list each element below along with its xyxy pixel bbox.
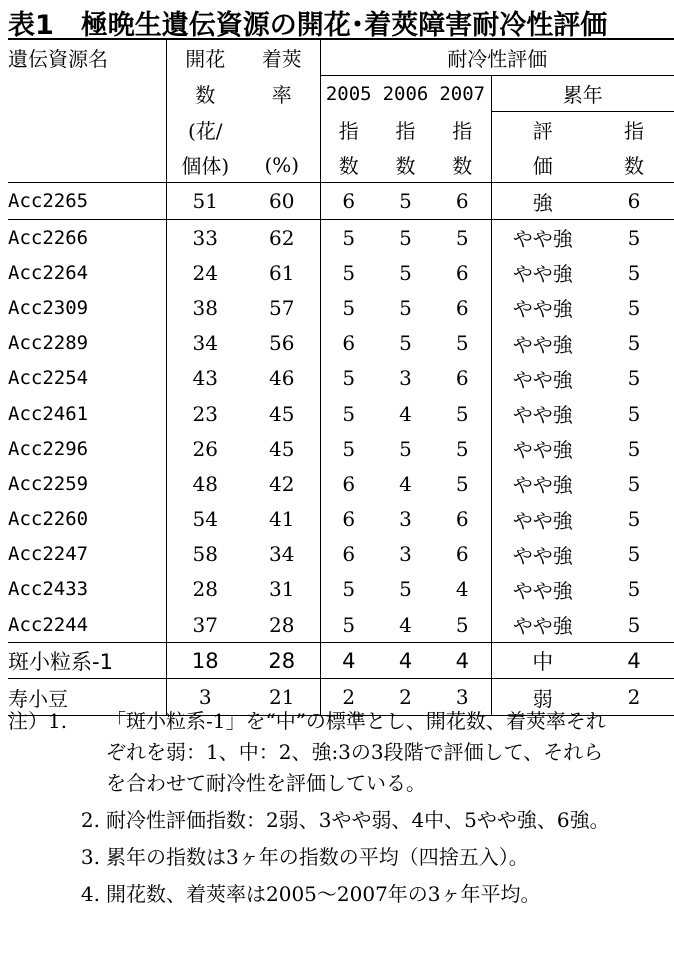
- header-index-word-1: 指: [320, 112, 377, 148]
- cell-y2005: 5: [320, 290, 377, 325]
- cell-y2005: 5: [320, 361, 377, 396]
- cell-index: 5: [627, 577, 641, 602]
- cell-flowers: 38: [166, 290, 244, 325]
- cell-y2006: 3: [399, 366, 412, 391]
- cell-y2007: 3: [434, 679, 491, 715]
- cell-y2007: 5: [455, 471, 469, 496]
- cell-y2006: 2: [377, 679, 434, 715]
- note-item: [8, 706, 620, 799]
- cell-flowers: 51: [166, 183, 244, 220]
- cell-y2006: 5: [399, 260, 412, 285]
- header-flowers-3: (花/: [166, 112, 244, 148]
- cell-name: Acc2247: [8, 543, 89, 566]
- cell-pod-rate: 61: [269, 260, 295, 285]
- cell-pod-rate: 46: [269, 366, 295, 391]
- cell-index: 5: [627, 542, 641, 567]
- cell-y2005: 6: [320, 466, 377, 501]
- note-marker: 注）1.: [8, 709, 68, 733]
- cell-name: 寿小豆: [8, 679, 166, 715]
- note-marker: 3.: [80, 845, 100, 869]
- cell-index: 2: [594, 679, 674, 715]
- cell-name: Acc2433: [8, 578, 89, 601]
- cell-evaluation: 強: [491, 183, 594, 220]
- cell-index: 5: [627, 401, 641, 426]
- cell-flowers: 48: [166, 466, 244, 501]
- cell-flowers: 23: [166, 396, 244, 431]
- cell-y2007: 4: [434, 643, 491, 679]
- header-index-word-1: 指: [624, 119, 645, 143]
- cell-name: Acc2289: [8, 332, 89, 355]
- cell-flowers: 24: [166, 255, 244, 290]
- cell-flowers: 37: [166, 607, 244, 643]
- cell-y2007: 6: [455, 260, 469, 285]
- table-row: [8, 290, 674, 325]
- cell-flowers: 34: [166, 326, 244, 361]
- cell-flowers: 26: [166, 431, 244, 466]
- table-row: [8, 572, 674, 607]
- header-year-2006: 2006: [382, 82, 429, 105]
- cell-index: 6: [594, 183, 674, 220]
- cell-evaluation: やや強: [491, 607, 594, 643]
- header-pod-rate-2: 率: [271, 83, 292, 107]
- cell-y2007: 6: [455, 542, 469, 567]
- header-flowers-1: 開花: [166, 39, 244, 76]
- cell-y2005: 6: [320, 502, 377, 537]
- cell-name: Acc2259: [8, 472, 89, 495]
- cell-y2005: 6: [320, 326, 377, 361]
- header-cumulative: 累年: [491, 76, 674, 112]
- cell-y2007: 5: [455, 436, 469, 461]
- cell-y2006: 4: [399, 471, 412, 496]
- table-footer-rows: [8, 643, 674, 715]
- table-row: [8, 220, 674, 256]
- cell-pod-rate: 56: [269, 331, 295, 356]
- cell-pod-rate: 60: [244, 183, 320, 220]
- cell-y2007: 6: [455, 507, 469, 532]
- cell-name: Acc2260: [8, 508, 89, 531]
- cell-name: Acc2264: [8, 261, 89, 284]
- cell-index: 4: [594, 643, 674, 679]
- cell-pod-rate: 28: [244, 643, 320, 679]
- header-index-word-1: 指: [395, 118, 416, 143]
- header-cold-tolerance: 耐冷性評価: [320, 39, 674, 76]
- table-row: [8, 326, 674, 361]
- table-row: [8, 361, 674, 396]
- cell-evaluation: やや強: [491, 361, 594, 396]
- cell-name: 斑小粒系-1: [8, 643, 166, 679]
- cell-pod-rate: 45: [269, 401, 295, 426]
- table-row: [8, 183, 674, 220]
- cell-name: Acc2296: [8, 437, 89, 460]
- cell-index: 5: [627, 471, 641, 496]
- cell-flowers: 3: [166, 679, 244, 715]
- cell-y2006: 5: [377, 183, 434, 220]
- cell-y2005: 5: [320, 255, 377, 290]
- cell-y2006: 4: [399, 612, 412, 637]
- cell-y2005: 2: [320, 679, 377, 715]
- cell-index: 5: [627, 612, 641, 637]
- cell-y2005: 4: [320, 643, 377, 679]
- cell-y2006: 3: [399, 542, 412, 567]
- cold-tolerance-table: [8, 38, 674, 716]
- cell-y2007: 5: [455, 612, 469, 637]
- cell-index: 5: [627, 260, 641, 285]
- cell-index: 5: [627, 225, 641, 250]
- cell-pod-rate: 62: [269, 225, 295, 250]
- cell-y2006: 5: [399, 295, 412, 320]
- cell-index: 5: [627, 331, 641, 356]
- cell-evaluation: やや強: [491, 290, 594, 325]
- cell-pod-rate: 45: [269, 436, 295, 461]
- note-marker: 2.: [80, 808, 100, 832]
- cell-y2005: 5: [320, 607, 377, 643]
- notes: [8, 706, 620, 910]
- cell-pod-rate: 21: [244, 679, 320, 715]
- cell-y2007: 4: [455, 577, 469, 602]
- cell-y2007: 6: [455, 366, 469, 391]
- cell-y2007: 5: [455, 225, 469, 250]
- cell-flowers: 33: [166, 220, 244, 256]
- table-header: [8, 39, 674, 183]
- table-row: [8, 502, 674, 537]
- cell-name: Acc2309: [8, 296, 89, 319]
- cell-y2005: 5: [320, 572, 377, 607]
- cell-y2005: 5: [320, 396, 377, 431]
- cell-index: 5: [627, 436, 641, 461]
- cell-y2006: 4: [377, 643, 434, 679]
- table-row: [8, 607, 674, 643]
- header-year-2005: 2005: [320, 76, 377, 112]
- note-item: [8, 879, 620, 910]
- cell-evaluation: やや強: [491, 326, 594, 361]
- cell-index: 5: [627, 366, 641, 391]
- cell-evaluation: やや強: [491, 396, 594, 431]
- header-index-word-2: 数: [320, 147, 377, 183]
- cell-evaluation: 中: [491, 643, 594, 679]
- cell-pod-rate: 57: [269, 295, 295, 320]
- cell-evaluation: やや強: [491, 502, 594, 537]
- header-evaluation-word-2: 価: [491, 147, 594, 183]
- cell-index: 5: [627, 507, 641, 532]
- cell-name: Acc2266: [8, 226, 89, 249]
- note-item: [8, 805, 620, 836]
- note-text: 累年の指数は3ヶ年の指数の平均（四捨五入）。: [106, 845, 529, 869]
- cell-flowers: 54: [166, 502, 244, 537]
- cell-name: Acc2244: [8, 613, 89, 636]
- cell-y2005: 5: [320, 220, 377, 256]
- header-evaluation-word-1: 評: [491, 112, 594, 148]
- cell-index: 5: [627, 295, 641, 320]
- note-item: [8, 842, 620, 873]
- cell-evaluation: 弱: [491, 679, 594, 715]
- note-text: 耐冷性評価指数：2弱、3やや弱、4中、5やや強、6強。: [106, 808, 610, 832]
- table-row: [8, 396, 674, 431]
- cell-pod-rate: 42: [269, 471, 295, 496]
- note-text: 開花数、着莢率は2005～2007年の3ヶ年平均。: [106, 882, 541, 906]
- cell-flowers: 18: [166, 643, 244, 679]
- cell-y2006: 5: [399, 331, 412, 356]
- header-resource-name: 遺伝資源名: [8, 39, 166, 76]
- cell-flowers: 28: [166, 572, 244, 607]
- header-pod-rate-1: 着莢: [244, 39, 320, 76]
- table-title: 表1 極晩生遺伝資源の開花･着莢障害耐冷性評価: [8, 10, 608, 41]
- note-marker: 4.: [80, 882, 100, 906]
- cell-y2006: 5: [399, 225, 412, 250]
- cell-y2006: 4: [399, 401, 412, 426]
- header-pod-rate-3: [244, 112, 320, 148]
- cell-name: Acc2461: [8, 402, 89, 425]
- cell-y2006: 3: [399, 507, 412, 532]
- table-row-standard: [8, 643, 674, 679]
- table-row: [8, 466, 674, 501]
- note-text: 「斑小粒系-1」を“中”の標準とし、開花数、着莢率それぞれを弱：1、中：2、強:3の3段階で評価して、それらを合わせて耐冷性を評価している。: [106, 709, 606, 795]
- cell-y2005: 6: [320, 537, 377, 572]
- table-row: [8, 537, 674, 572]
- header-index-word-2: 数: [594, 147, 674, 183]
- cell-name: Acc2254: [8, 367, 89, 390]
- cell-evaluation: やや強: [491, 466, 594, 501]
- cell-y2007: 6: [434, 183, 491, 220]
- cell-pod-rate: 34: [269, 542, 295, 567]
- header-index-word-2: 数: [434, 147, 491, 183]
- cell-y2005: 6: [320, 183, 377, 220]
- cell-y2006: 5: [399, 577, 412, 602]
- header-pod-rate-4: (%): [244, 147, 320, 183]
- cell-name: Acc2265: [8, 183, 166, 220]
- header-index-word-2: 数: [377, 147, 434, 183]
- cell-pod-rate: 28: [269, 612, 295, 637]
- cell-evaluation: やや強: [491, 431, 594, 466]
- cell-pod-rate: 41: [269, 507, 295, 532]
- header-index-word-1: 指: [452, 118, 473, 143]
- cell-y2007: 5: [455, 331, 469, 356]
- cell-y2005: 5: [320, 431, 377, 466]
- table-row: [8, 255, 674, 290]
- cell-evaluation: やや強: [491, 537, 594, 572]
- cell-flowers: 58: [166, 537, 244, 572]
- table-row: [8, 431, 674, 466]
- table-body: [8, 183, 674, 643]
- cell-y2006: 5: [399, 436, 412, 461]
- header-year-2007: 2007: [439, 82, 486, 105]
- cell-evaluation: やや強: [491, 572, 594, 607]
- header-flowers-4: 個体): [166, 147, 244, 183]
- cell-pod-rate: 31: [269, 577, 295, 602]
- cell-y2007: 6: [455, 295, 469, 320]
- cell-evaluation: やや強: [491, 220, 594, 256]
- cell-y2007: 5: [455, 401, 469, 426]
- header-flowers-2: 数: [166, 76, 244, 112]
- cell-flowers: 43: [166, 361, 244, 396]
- cell-evaluation: やや強: [491, 255, 594, 290]
